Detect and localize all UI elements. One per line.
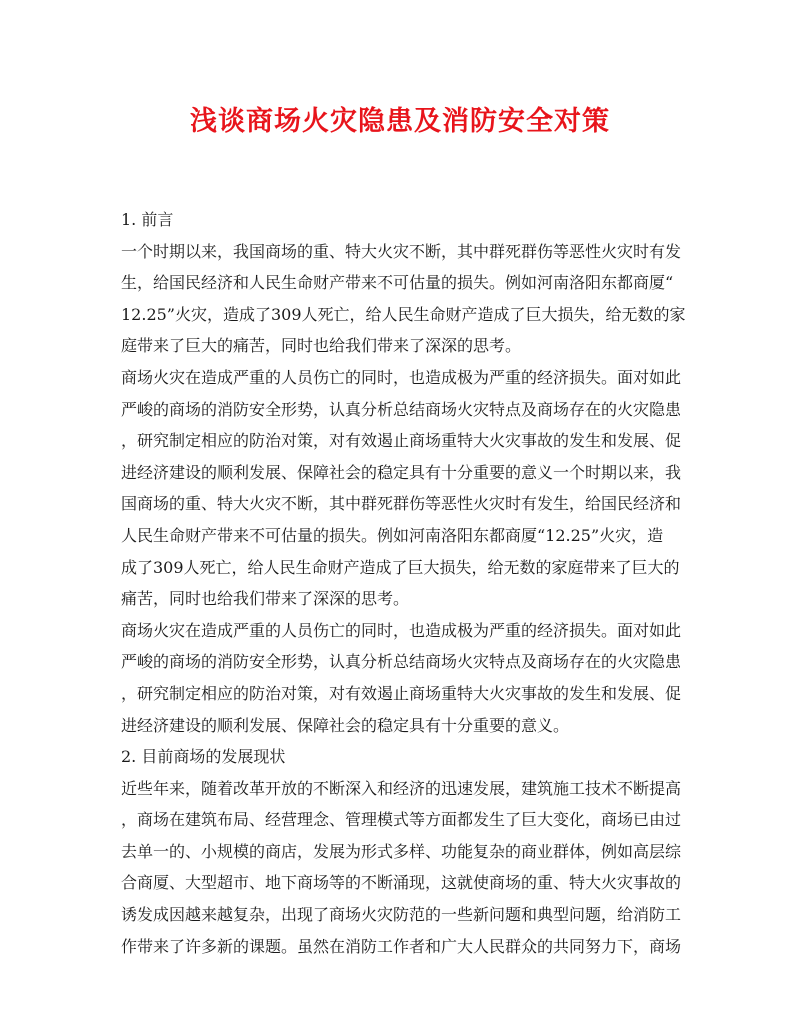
body-line: 商场火灾在造成严重的人员伤亡的同时，也造成极为严重的经济损失。面对如此 [121,620,682,640]
body-line: 近些年来，随着改革开放的不断深入和经济的迅速发展，建筑施工技术不断提高 [121,778,682,798]
body-line: 生，给国民经济和人民生命财产带来不可估量的损失。例如河南洛阳东都商厦“ [121,273,674,293]
body-line: 庭带来了巨大的痛苦，同时也给我们带来了深深的思考。 [121,336,522,356]
body-line: 严峻的商场的消防安全形势，认真分析总结商场火灾特点及商场存在的火灾隐患 [121,399,682,419]
body-line: 成了309人死亡，给人民生命财产造成了巨大损失，给无数的家庭带来了巨大的 [121,557,680,577]
body-line: 国商场的重、特大火灾不断，其中群死群伤等恶性火灾时有发生，给国民经济和 [121,494,682,514]
body-line: 人民生命财产带来不可估量的损失。例如河南洛阳东都商厦“12.25”火灾，造 [121,525,664,545]
body-line: 12.25”火灾，造成了309人死亡，给人民生命财产造成了巨大损失，给无数的家 [121,304,686,324]
body-line: 作带来了许多新的课题。虽然在消防工作者和广大人民群众的共同努力下，商场 [121,936,682,956]
body-line: ，研究制定相应的防治对策，对有效遏止商场重特大火灾事故的发生和发展、促 [121,431,682,451]
body-line: ，研究制定相应的防治对策，对有效遏止商场重特大火灾事故的发生和发展、促 [121,683,682,703]
section-heading-current-status: 2. 目前商场的发展现状 [121,747,286,767]
document-body [121,204,686,962]
body-line: 诱发成因越来越复杂，出现了商场火灾防范的一些新问题和典型问题，给消防工 [121,905,682,925]
body-line: ，商场在建筑布局、经营理念、管理模式等方面都发生了巨大变化，商场已由过 [121,810,682,830]
body-line: 严峻的商场的消防安全形势，认真分析总结商场火灾特点及商场存在的火灾隐患 [121,652,682,672]
document-title: 浅谈商场火灾隐患及消防安全对策 [190,106,610,137]
body-line: 去单一的、小规模的商店，发展为形式多样、功能复杂的商业群体，例如高层综 [121,841,682,861]
body-line: 进经济建设的顺利发展、保障社会的稳定具有十分重要的意义。 [121,715,570,735]
body-line: 痛苦，同时也给我们带来了深深的思考。 [121,589,410,609]
section-heading-preface: 1. 前言 [121,210,174,229]
body-line: 进经济建设的顺利发展、保障社会的稳定具有十分重要的意义一个时期以来，我 [121,462,682,482]
body-line: 商场火灾在造成严重的人员伤亡的同时，也造成极为严重的经济损失。面对如此 [121,367,682,387]
body-line: 合商厦、大型超市、地下商场等的不断涌现，这就使商场的重、特大火灾事故的 [121,873,682,893]
body-line: 一个时期以来，我国商场的重、特大火灾不断，其中群死群伤等恶性火灾时有发 [121,241,682,261]
